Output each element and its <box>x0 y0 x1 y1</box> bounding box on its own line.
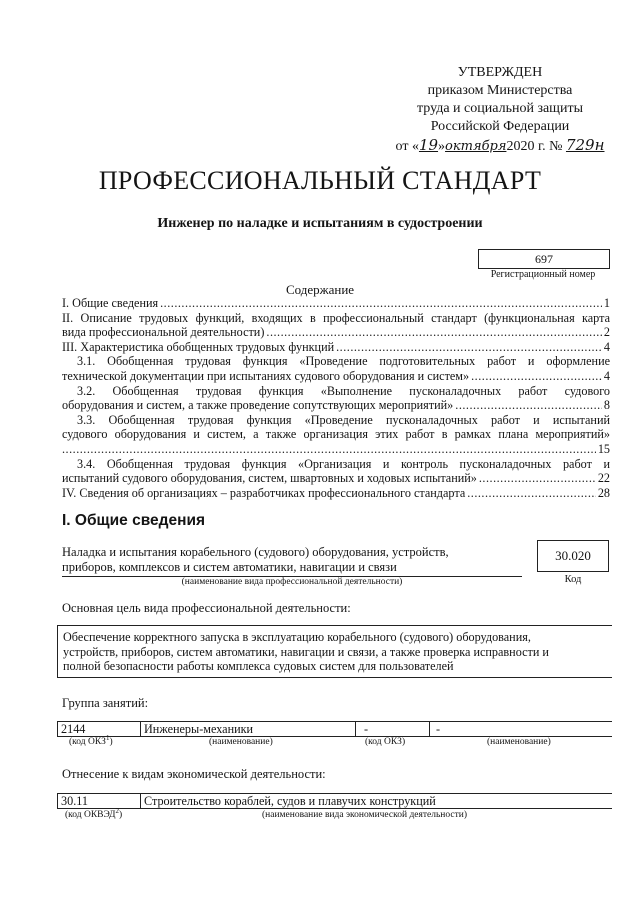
toc-item-i[interactable]: I. Общие сведения ..... 1 <box>62 296 610 311</box>
occupation-name-1: Инженеры-механики <box>141 722 356 737</box>
goal-box <box>57 625 612 678</box>
toc-item-34[interactable]: испытаний судового оборудования, систем, швартовных и ходовых испытаний» ..... 22 <box>62 471 610 486</box>
document-title: ПРОФЕССИОНАЛЬНЫЙ СТАНДАРТ <box>98 166 542 195</box>
approval-date <box>370 136 630 156</box>
toc-item-33-line2: судового оборудования и систем, а также организация этих работ в рамках плана мероприятий» <box>62 427 610 442</box>
registration-caption: Регистрационный номер <box>490 269 596 280</box>
toc-item-33-line1: 3.3. Обобщенная трудовая функция «Проведение пусконаладочных работ и испытаний <box>77 412 610 427</box>
approval-line3: труда и социальной защиты <box>417 101 583 116</box>
table-row <box>58 794 613 809</box>
okved-name: Строительство кораблей, судов и плавучих конструкций <box>141 794 613 809</box>
approval-line4: Российской Федерации <box>430 119 570 134</box>
toc-item-32-line1: 3.2. Обобщенная трудовая функция «Выполнение пусконаладочных работ судового <box>77 383 610 398</box>
activity-caption: (наименование вида профессиональной деятельности) <box>181 577 403 587</box>
activity-line1: Наладка и испытания корабельного (судового) оборудования, устройств, <box>62 545 449 559</box>
date-year: 2020 г. № <box>506 139 563 154</box>
okved-code: 30.11 <box>58 794 141 809</box>
toc-item-iv[interactable]: IV. Сведения об организациях – разработчиках профессионального стандарта ..... 28 <box>62 486 610 501</box>
economic-activity-table <box>57 793 612 809</box>
date-mid: » <box>438 139 446 154</box>
toc-item-32[interactable]: оборудования и систем, а также проведение сопутствующих мероприятий» ..... 8 <box>62 398 610 413</box>
caption-name-2: (наименование) <box>487 737 551 747</box>
toc-item-ii-line1: II. Описание трудовых функций, входящих в профессиональный стандарт (функциональная карта <box>62 310 610 325</box>
date-number: 729н <box>565 136 605 154</box>
activity-line2: приборов, комплексов и систем автоматики, навигации и связи <box>62 560 397 574</box>
activity-code-caption: Код <box>564 574 582 585</box>
caption-name-1: (наименование) <box>209 737 273 747</box>
activity-code: 30.020 <box>537 540 609 572</box>
occupation-name-2: - <box>430 722 613 737</box>
toc-item-33[interactable]: ..... 15 <box>62 442 610 457</box>
toc-item-31[interactable]: технической документации при испытаниях судового оборудования и систем» ..... 4 <box>62 369 610 384</box>
goal-label: Основная цель вида профессиональной деятельности: <box>62 601 351 615</box>
toc-item-34-line1: 3.4. Обобщенная трудовая функция «Организация и контроль пусконаладочных работ и <box>77 456 610 471</box>
econ-label: Отнесение к видам экономической деятельности: <box>62 767 326 781</box>
approval-line2: приказом Министерства <box>427 83 573 98</box>
activity-name <box>62 545 532 575</box>
table-row <box>58 722 613 737</box>
toc-item-iii[interactable]: III. Характеристика обобщенных трудовых функций ..... 4 <box>62 340 610 355</box>
section-heading: I. Общие сведения <box>62 512 206 529</box>
group-label: Группа занятий: <box>62 696 149 710</box>
occupation-code-1: 2144 <box>58 722 141 737</box>
occupation-code-2: - <box>356 722 430 737</box>
toc-heading: Содержание <box>285 282 355 297</box>
date-day: 19 <box>418 136 439 154</box>
table-of-contents <box>62 296 610 500</box>
document-subtitle: Инженер по наладке и испытаниям в судостроении <box>157 216 483 231</box>
goal-line1: Обеспечение корректного запуска в эксплуатацию корабельного (судового) оборудования, <box>63 630 531 644</box>
approval-block <box>370 64 630 156</box>
date-prefix: от « <box>395 139 419 154</box>
occupations-table <box>57 721 612 737</box>
registration-number: 697 <box>478 249 610 269</box>
approval-line1: УТВЕРЖДЕН <box>457 65 543 80</box>
date-month: октября <box>445 139 507 154</box>
caption-okved-name: (наименование вида экономической деятельности) <box>262 810 467 820</box>
caption-okz-code-2: (код ОКЗ) <box>365 737 406 747</box>
toc-item-31-line1: 3.1. Обобщенная трудовая функция «Проведение подготовительных работ и оформление <box>77 354 610 369</box>
goal-line2: устройств, приборов, систем автоматики, навигации и связи, а также проверка исправности и <box>63 644 549 659</box>
goal-line3: полной безопасности работы комплекса судовых систем для пользователей <box>63 659 454 674</box>
caption-okz-code-1: (код ОКЗ$^1$) <box>69 733 113 747</box>
caption-okved-code: (код ОКВЭД$^2$) <box>65 806 123 820</box>
toc-item-ii[interactable]: вида профессиональной деятельности) ..... 2 <box>62 325 610 340</box>
